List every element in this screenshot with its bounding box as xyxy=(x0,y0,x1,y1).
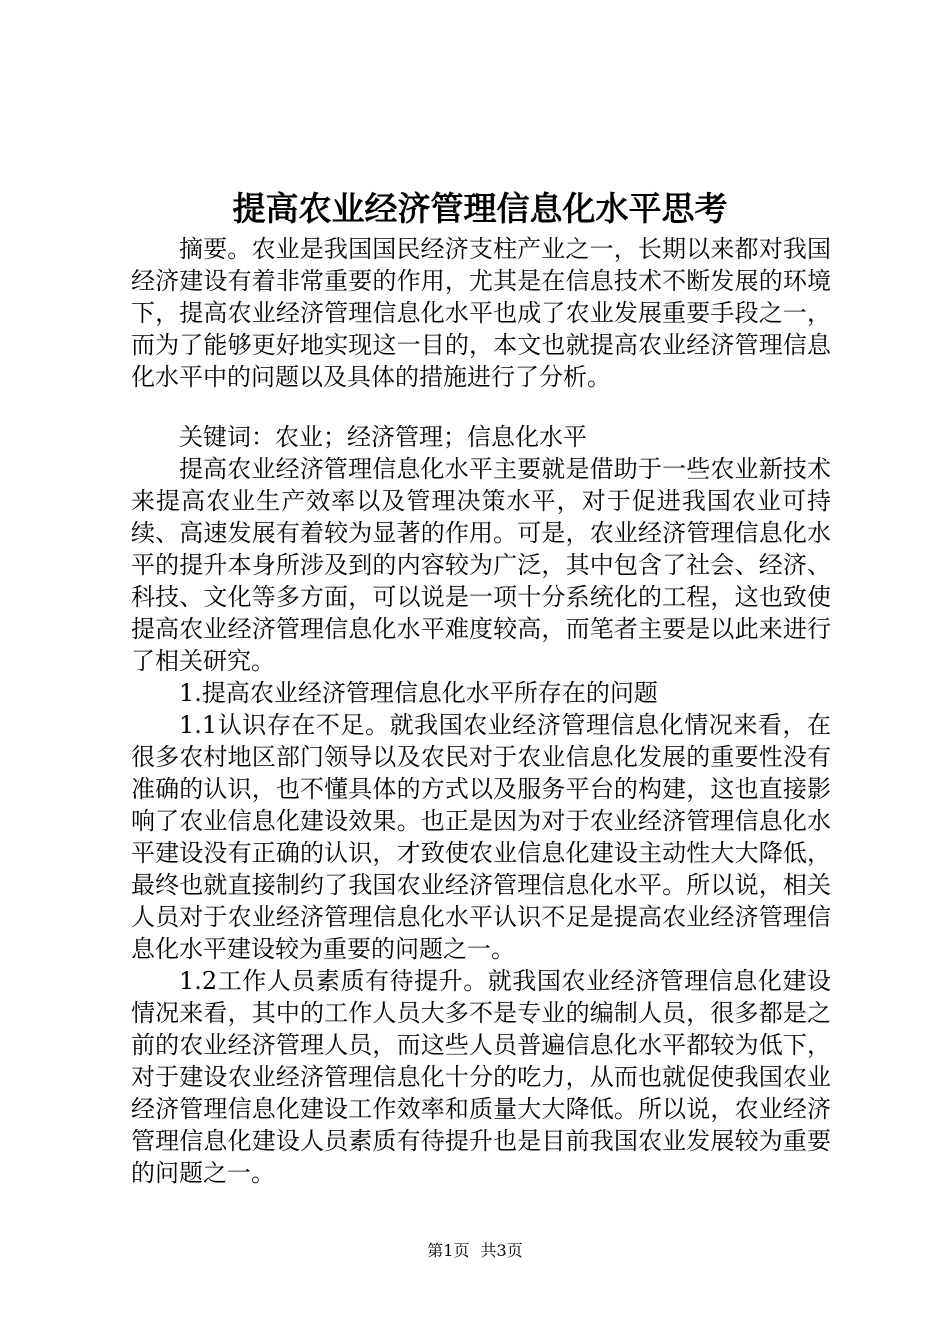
document-title: 提高农业经济管理信息化水平思考 xyxy=(232,189,728,228)
abstract-section xyxy=(131,233,831,393)
page-number: 第1页 xyxy=(427,1241,470,1260)
subsection-paragraph: 1.2工作人员素质有待提升。就我国农业经济管理信息化建设情况来看，其中的工作人员大多不是专业的编制人员，很多都是之前的农业经济管理人员，而这些人员普遍信息化水平都较为低下，对于建设农业经济管理信息化十分的吃力，从而也就促使我国农业经济管理信息化建设工作效率和质量大大降低。所以说，农业经济管理信息化建设人员素质有待提升也是目前我国农业发展较为重要的问题之一。 xyxy=(131,967,831,1187)
subsection-paragraph: 1.1认识存在不足。就我国农业经济管理信息化情况来看，在很多农村地区部门领导以及农民对于农业信息化发展的重要性没有准确的认识，也不懂具体的方式以及服务平台的构建，这也直接影响了农业信息化建设效果。也正是因为对于农业经济管理信息化水平建设没有正确的认识，才致使农业信息化建设主动性大大降低，最终也就直接制约了我国农业经济管理信息化水平。所以说，相关人员对于农业经济管理信息化水平认识不足是提高农业经济管理信息化水平建设较为重要的问题之一。 xyxy=(131,711,831,963)
abstract-paragraph: 摘要。农业是我国国民经济支柱产业之一，长期以来都对我国经济建设有着非常重要的作用，尤其是在信息技术不断发展的环境下，提高农业经济管理信息化水平也成了农业发展重要手段之一，而为了能够更好地实现这一目的，本文也就提高农业经济管理信息化水平中的问题以及具体的措施进行了分析。 xyxy=(131,235,831,391)
section-heading: 1.提高农业经济管理信息化水平所存在的问题 xyxy=(179,679,658,707)
page-total: 共3页 xyxy=(480,1241,523,1260)
keywords-line: 关键词：农业；经济管理；信息化水平 xyxy=(179,423,587,451)
intro-paragraph: 提高农业经济管理信息化水平主要就是借助于一些农业新技术来提高农业生产效率以及管理决策水平，对于促进我国农业可持续、高速发展有着较为显著的作用。可是，农业经济管理信息化水平的提升本身所涉及到的内容较为广泛，其中包含了社会、经济、科技、文化等多方面，可以说是一项十分系统化的工程，这也致使提高农业经济管理信息化水平难度较高，而笔者主要是以此来进行了相关研究。 xyxy=(131,455,831,675)
page-footer xyxy=(0,1240,950,1262)
main-body xyxy=(131,421,831,1189)
